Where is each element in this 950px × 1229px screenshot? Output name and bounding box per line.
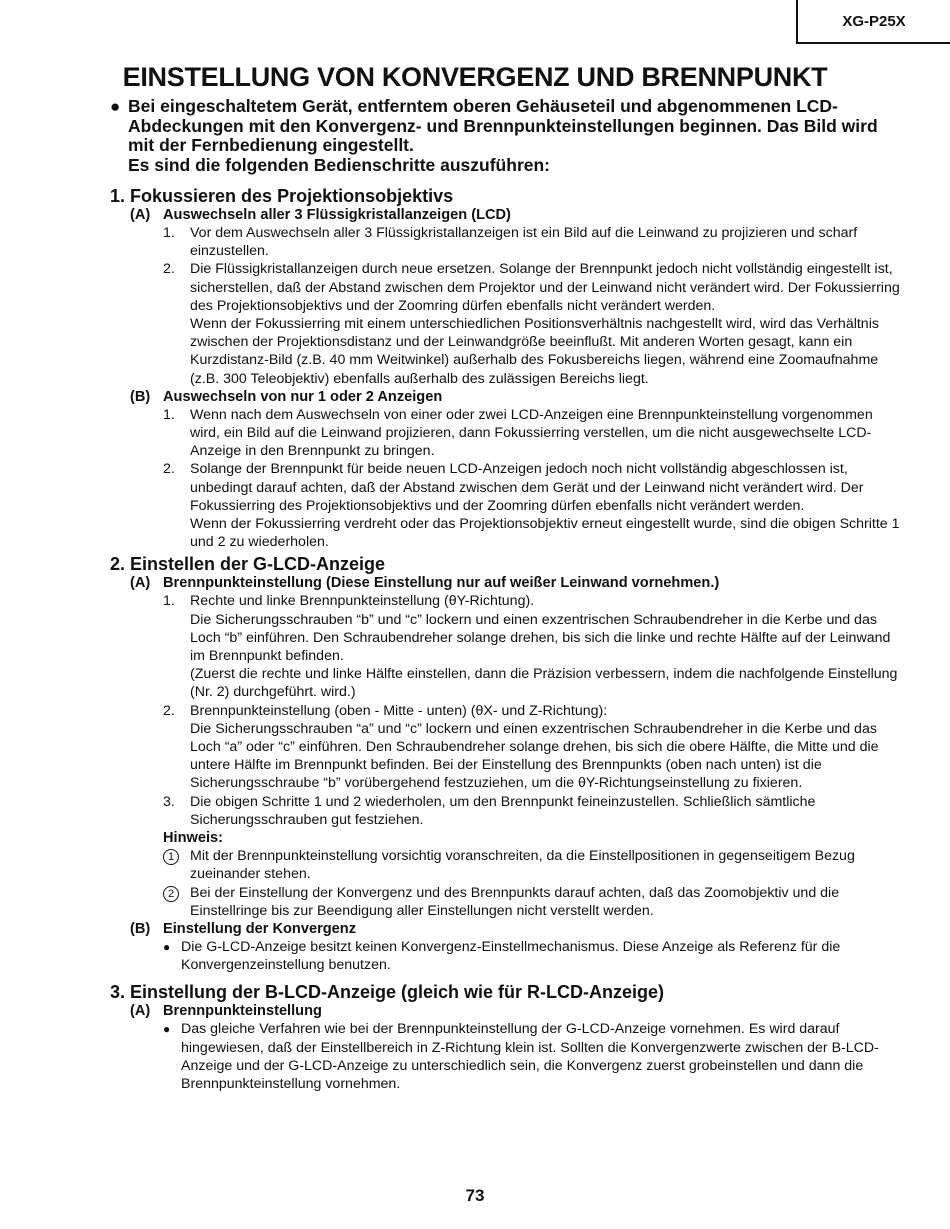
section-2a-heading [130, 574, 910, 592]
list-item [163, 260, 910, 315]
bullet-item [163, 938, 910, 974]
item-text: Vor dem Auswechseln aller 3 Flüssigkristallanzeigen ist ein Bild auf die Leinwand zu projizieren und scharf einzustellen. [190, 225, 858, 260]
item-text: Die Flüssigkristallanzeigen durch neue ersetzen. Solange der Brennpunkt jedoch nicht vollständig eingestellt ist, sicherstellen, daß der Abstand zwischen dem Projektor und der Leinwand nicht verändert wird. Der Fokussierring des Projektionsobjektivs und der Zoomring dürfen ebenfalls nicht verändert werden. [190, 261, 900, 314]
section-2b-heading [130, 920, 910, 938]
page-number: 73 [465, 1186, 485, 1205]
item-continuation: Wenn der Fokussierring verdreht oder das Projektionsobjektiv erneut eingestellt wurde, sind die obigen Schritte 1 und 2 zu wiederholen. [190, 516, 900, 551]
item-text: Wenn nach dem Auswechseln von einer oder zwei LCD-Anzeigen eine Brennpunkteinstellung vorgenommen wird, ein Bild auf die Leinwand projizieren, dann Fokussierring verstellen, um die nicht ausgewechselte LCD-Anzeige in den Brennpunkt zu bringen. [190, 406, 873, 460]
list-item [163, 406, 910, 461]
circled-number-icon: 2 [163, 884, 190, 920]
section-2-heading: 2. Einstellen der G-LCD-Anzeige [110, 554, 386, 575]
item-text: Die obigen Schritte 1 und 2 wiederholen, um den Brennpunkt feineinzustellen. Schließlich sämtliche Sicherungsschrauben gut festziehen. [190, 793, 816, 828]
item-number: 3. [163, 793, 175, 810]
note-title: Hinweis: [163, 830, 224, 847]
intro-paragraph [110, 97, 900, 175]
bullet-icon: ● [163, 1022, 171, 1037]
bullet-item [163, 1020, 910, 1093]
section-1a-heading [130, 206, 910, 224]
bullet-icon: ● [163, 939, 171, 954]
section-tag: (B) [130, 388, 151, 405]
model-label: XG-P25X [796, 0, 950, 44]
section-3-heading: 3. Einstellung der B-LCD-Anzeige (gleich wie für R-LCD-Anzeige) [110, 982, 665, 1003]
bullet-text: Das gleiche Verfahren wie bei der Brennpunkteinstellung der G-LCD-Anzeige vornehmen. Es wird darauf hingewiesen, daß der Einstellbereich in Z-Richtung klein ist. Sollten die Konvergenzwerte zwischen der B-LCD-Anzeige und der G-LCD-Anzeige zu unterschiedlich sein, die Konvergenz zuerst grobeinstellen und dann die Brennpunkteinstellung vornehmen. [181, 1021, 879, 1092]
section-1b-heading [130, 388, 910, 406]
note-item [163, 847, 910, 883]
item-number: 2. [163, 702, 175, 719]
section-3a-heading [130, 1002, 910, 1020]
intro-text: Bei eingeschaltetem Gerät, entferntem oberen Gehäuseteil und abgenommenen LCD-Abdeckungen mit den Konvergenz- und Brennpunkteinstellungen beginnen. Das Bild wird mit der Fernbedienung eingestellt. [128, 96, 878, 155]
section-title: Auswechseln aller 3 Flüssigkristallanzeigen (LCD) [163, 207, 511, 223]
note-text: Bei der Einstellung der Konvergenz und des Brennpunkts darauf achten, daß das Zoomobjektiv und die Einstellringe bis zur Beendigung aller Einstellungen nicht verstellt werden. [190, 884, 840, 919]
item-text: Rechte und linke Brennpunkteinstellung (θY-Richtung). [190, 593, 535, 610]
item-text: Solange der Brennpunkt für beide neuen LCD-Anzeigen jedoch noch nicht vollständig abgeschlossen ist, unbedingt darauf achten, daß der Abstand zwischen dem Gerät und der Leinwand nicht verändert wird. Der Fokussierring des Projektionsobjektivs und der Zoomring dürfen ebenfalls nicht verändert werden. [190, 461, 864, 514]
section-title: Auswechseln von nur 1 oder 2 Anzeigen [163, 388, 443, 405]
bullet-text: Die G-LCD-Anzeige besitzt keinen Konvergenz-Einstellmechanismus. Diese Anzeige als Referenz für die Konvergenzeinstellung benutzen. [181, 938, 841, 974]
circled-number-icon: 1 [163, 847, 190, 883]
list-item [163, 224, 910, 260]
note-item [163, 884, 910, 920]
section-tag: (A) [130, 1003, 151, 1020]
item-text: Brennpunkteinstellung (oben - Mitte - unten) (θX- und Z-Richtung): [190, 702, 608, 719]
list-item [163, 460, 910, 515]
list-item [163, 592, 910, 610]
instructions [110, 186, 910, 1093]
item-number: 1. [163, 225, 175, 241]
section-title: Brennpunkteinstellung [163, 1003, 322, 1020]
item-continuation: (Zuerst die rechte und linke Hälfte einstellen, dann die Präzision verbessern, indem die nachfolgende Einstellung (Nr. 2) durchgeführt. wird.) [190, 666, 898, 701]
section-tag: (A) [130, 207, 151, 223]
item-continuation: Die Sicherungsschrauben “a” und “c” lockern und einen exzentrischen Schraubendreher in die Kerbe und das Loch “a” oder “c” einführen. Den Schraubendreher solange drehen, bis sich die obere Hälfte, die Mitte und die untere Hälfte im Brennpunkt befinden. Bei der Einstellung des Brennpunkts (oben nach unten) ist die Sicherungsschraube “b” vorübergehend festzuziehen, um die θY-Richtungseinstellung zu fixieren. [190, 720, 879, 792]
section-tag: (A) [130, 575, 151, 592]
item-number: 1. [163, 593, 175, 610]
note-text: Mit der Brennpunkteinstellung vorsichtig voranschreiten, da die Einstellpositionen in gegenseitigem Bezug zueinander stehen. [190, 848, 855, 883]
section-title: Brennpunkteinstellung (Diese Einstellung nur auf weißer Leinwand vornehmen.) [163, 575, 720, 592]
item-number: 2. [163, 461, 175, 478]
list-item [163, 702, 910, 720]
section-tag: (B) [130, 920, 151, 937]
item-number: 2. [163, 261, 175, 278]
section-1-heading: 1. Fokussieren des Projektionsobjektivs [110, 186, 454, 206]
item-continuation: Die Sicherungsschrauben “b” und “c” lockern und einen exzentrischen Schraubendreher in die Kerbe und das Loch “b” einführen. Den Schraubendreher solange drehen, bis sich die linke und rechte Hälfte auf der Leinwand im Brennpunkt befinden. [190, 611, 891, 665]
intro-steps-text: Es sind die folgenden Bedienschritte auszuführen: [128, 154, 550, 175]
item-number: 1. [163, 406, 175, 423]
section-title: Einstellung der Konvergenz [163, 920, 356, 937]
page-title: EINSTELLUNG VON KONVERGENZ UND BRENNPUNKT [122, 62, 828, 92]
bullet-icon: ● [110, 97, 121, 116]
list-item [163, 793, 910, 829]
item-continuation: Wenn der Fokussierring mit einem unterschiedlichen Positionsverhältnis nachgestellt wird, wird das Verhältnis zwischen der Projektionsdistanz und der Leinwandgröße beeinflußt. Mit anderen Worten gesagt, kann ein Kurzdistanz-Bild (z.B. 40 mm Weitwinkel) außerhalb des Fokusbereichs liegen, während eine Zoomaufnahme (z.B. 300 Teleobjektiv) ebenfalls außerhalb des zulässigen Bereichs liegt. [190, 316, 879, 387]
